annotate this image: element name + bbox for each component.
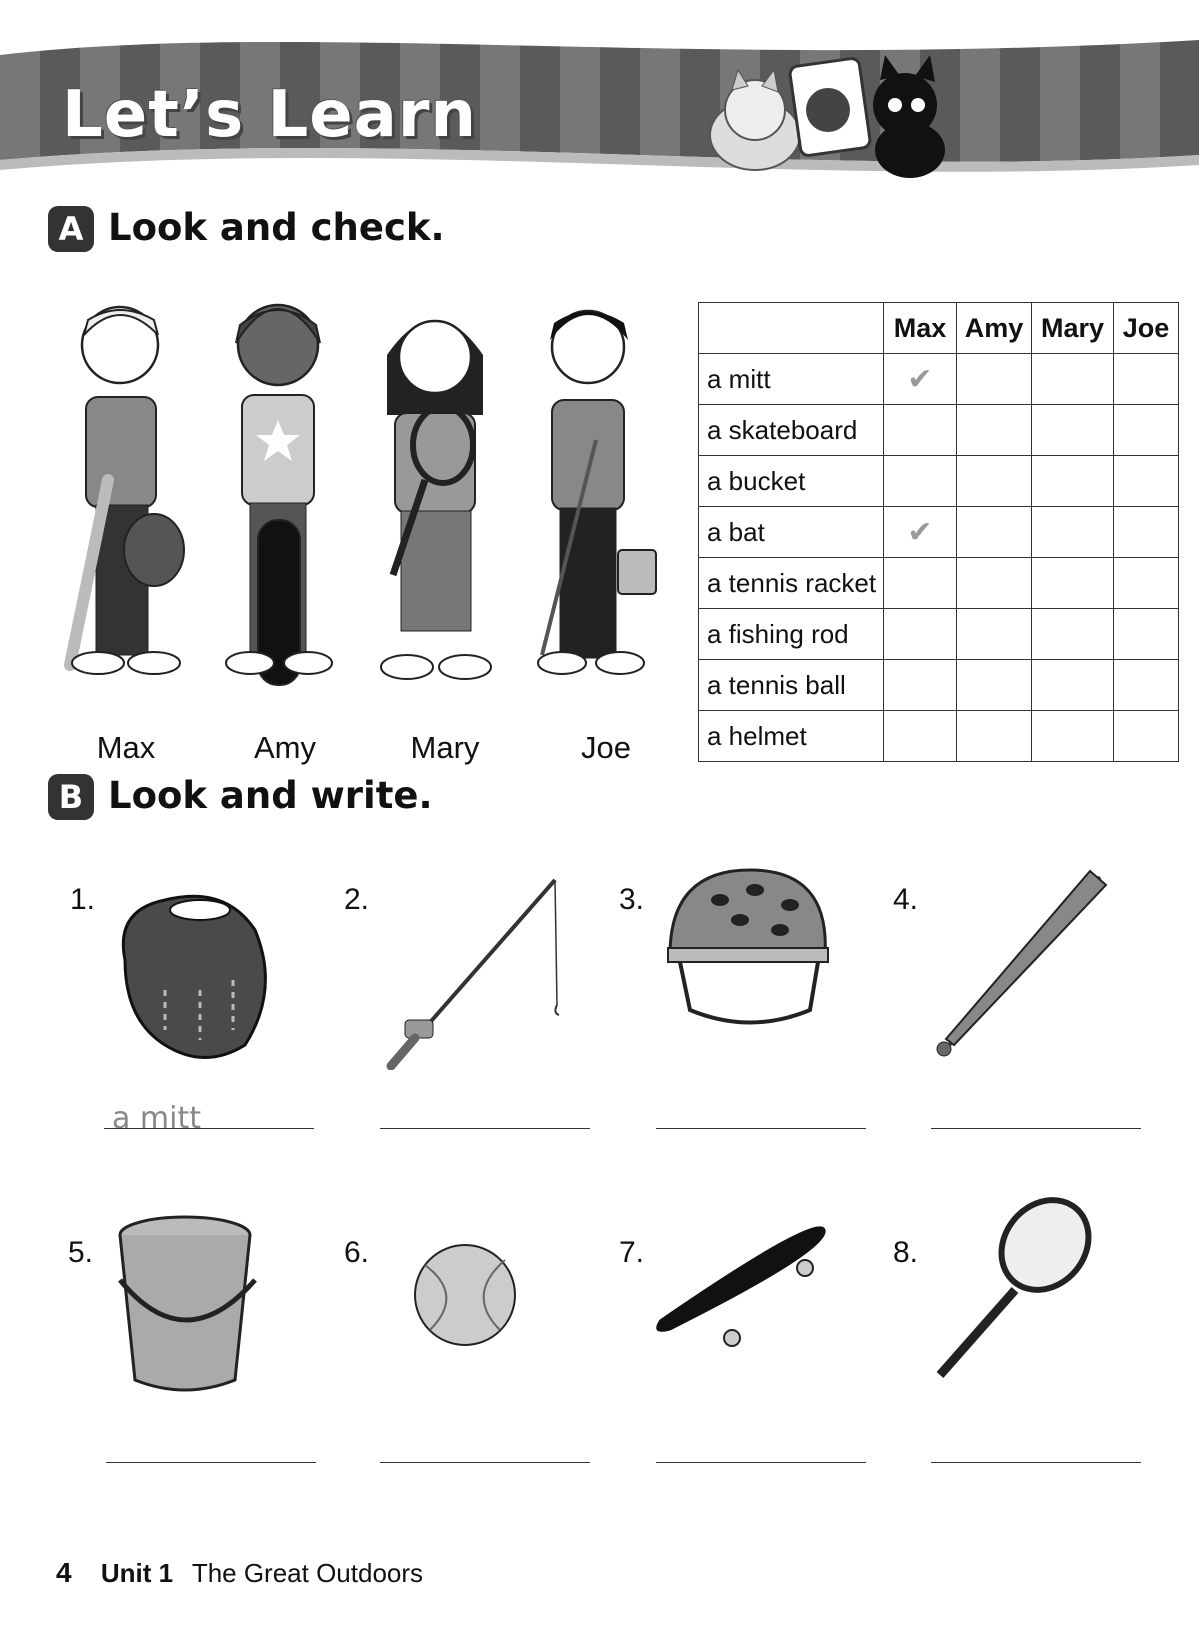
section-b-badge: B	[48, 774, 94, 820]
table-row	[699, 558, 1179, 609]
check-cell[interactable]	[1114, 456, 1179, 507]
table-row	[699, 507, 1179, 558]
check-cell[interactable]	[1114, 609, 1179, 660]
kid-name-max: Max	[96, 730, 156, 765]
item-number: 4.	[893, 883, 919, 916]
table-header-row	[699, 303, 1179, 354]
section-a-title: Look and check.	[108, 206, 445, 249]
item-label: a fishing rod	[699, 609, 884, 660]
check-cell[interactable]	[1032, 609, 1114, 660]
answer-line[interactable]	[656, 1128, 866, 1129]
item-number: 5.	[68, 1236, 94, 1269]
check-cell[interactable]	[1114, 507, 1179, 558]
kid-amy-illustration	[210, 295, 350, 715]
kid-max-illustration	[58, 295, 198, 715]
answer-line[interactable]	[931, 1462, 1141, 1463]
check-cell[interactable]	[1032, 711, 1114, 762]
table-header-cell: Mary	[1032, 303, 1114, 354]
item-number: 3.	[619, 883, 645, 916]
check-cell[interactable]	[1032, 660, 1114, 711]
check-cell[interactable]	[884, 507, 957, 558]
helmet-icon	[660, 860, 840, 1060]
answer-line[interactable]	[106, 1462, 316, 1463]
check-cell[interactable]	[1114, 354, 1179, 405]
check-cell[interactable]	[1114, 558, 1179, 609]
check-cell[interactable]	[957, 354, 1032, 405]
answer-line[interactable]	[931, 1128, 1141, 1129]
bucket-icon	[105, 1210, 285, 1410]
table-row	[699, 354, 1179, 405]
unit-title: The Great Outdoors	[191, 1558, 424, 1588]
check-cell[interactable]	[1114, 711, 1179, 762]
table-header-cell: Joe	[1114, 303, 1179, 354]
check-cell[interactable]	[884, 405, 957, 456]
check-cell[interactable]	[957, 456, 1032, 507]
answer-line[interactable]	[656, 1462, 866, 1463]
item-label: a bat	[699, 507, 884, 558]
table-header-cell: Max	[884, 303, 957, 354]
page-title: Let’s Learn	[62, 78, 477, 152]
check-table	[698, 302, 1179, 762]
check-cell[interactable]	[957, 711, 1032, 762]
table-row	[699, 660, 1179, 711]
kid-mary-illustration	[365, 295, 505, 715]
check-cell[interactable]	[884, 558, 957, 609]
item-label: a skateboard	[699, 405, 884, 456]
check-cell[interactable]	[1114, 660, 1179, 711]
check-cell[interactable]	[957, 609, 1032, 660]
table-row	[699, 405, 1179, 456]
item-number: 1.	[70, 883, 96, 916]
table-row	[699, 609, 1179, 660]
skateboard-icon	[650, 1210, 830, 1410]
check-cell[interactable]	[957, 558, 1032, 609]
table-row	[699, 711, 1179, 762]
page-number: 4	[56, 1557, 72, 1588]
tennis-racket-icon	[920, 1195, 1100, 1395]
item-label: a bucket	[699, 456, 884, 507]
check-cell[interactable]	[1032, 456, 1114, 507]
tennis-ball-icon	[400, 1230, 580, 1430]
bat-icon	[930, 865, 1110, 1065]
section-b-title: Look and write.	[108, 774, 433, 817]
item-number: 6.	[344, 1236, 370, 1269]
check-cell[interactable]	[1114, 405, 1179, 456]
answer-text: a mitt	[112, 1101, 202, 1136]
fishing-rod-icon	[385, 870, 565, 1070]
kid-name-mary: Mary	[410, 730, 480, 765]
table-row	[699, 456, 1179, 507]
answer-line[interactable]	[380, 1462, 590, 1463]
table-header-cell: Amy	[957, 303, 1032, 354]
unit-label: Unit 1	[100, 1558, 174, 1588]
check-cell[interactable]	[1032, 405, 1114, 456]
check-cell[interactable]	[884, 354, 957, 405]
item-label: a helmet	[699, 711, 884, 762]
item-number: 7.	[619, 1236, 645, 1269]
check-cell[interactable]	[1032, 507, 1114, 558]
item-label: a tennis racket	[699, 558, 884, 609]
check-cell[interactable]	[957, 507, 1032, 558]
kid-name-joe: Joe	[581, 730, 631, 765]
item-label: a tennis ball	[699, 660, 884, 711]
item-number: 2.	[344, 883, 370, 916]
page-footer	[56, 1557, 423, 1589]
checkmark-icon: ✔	[907, 362, 933, 396]
answer-line[interactable]	[104, 1128, 314, 1129]
item-number: 8.	[893, 1236, 919, 1269]
mitt-icon	[105, 880, 285, 1080]
check-cell[interactable]	[957, 660, 1032, 711]
check-cell[interactable]	[884, 609, 957, 660]
answer-line[interactable]	[380, 1128, 590, 1129]
check-cell[interactable]	[1032, 354, 1114, 405]
check-cell[interactable]	[884, 711, 957, 762]
table-corner	[699, 303, 884, 354]
check-cell[interactable]	[884, 660, 957, 711]
kid-name-amy: Amy	[254, 730, 316, 765]
checkmark-icon: ✔	[907, 515, 933, 549]
check-cell[interactable]	[957, 405, 1032, 456]
item-label: a mitt	[699, 354, 884, 405]
kid-joe-illustration	[520, 295, 660, 715]
check-cell[interactable]	[884, 456, 957, 507]
check-cell[interactable]	[1032, 558, 1114, 609]
section-a-badge: A	[48, 206, 94, 252]
cats-with-apple-card-icon	[690, 50, 990, 180]
